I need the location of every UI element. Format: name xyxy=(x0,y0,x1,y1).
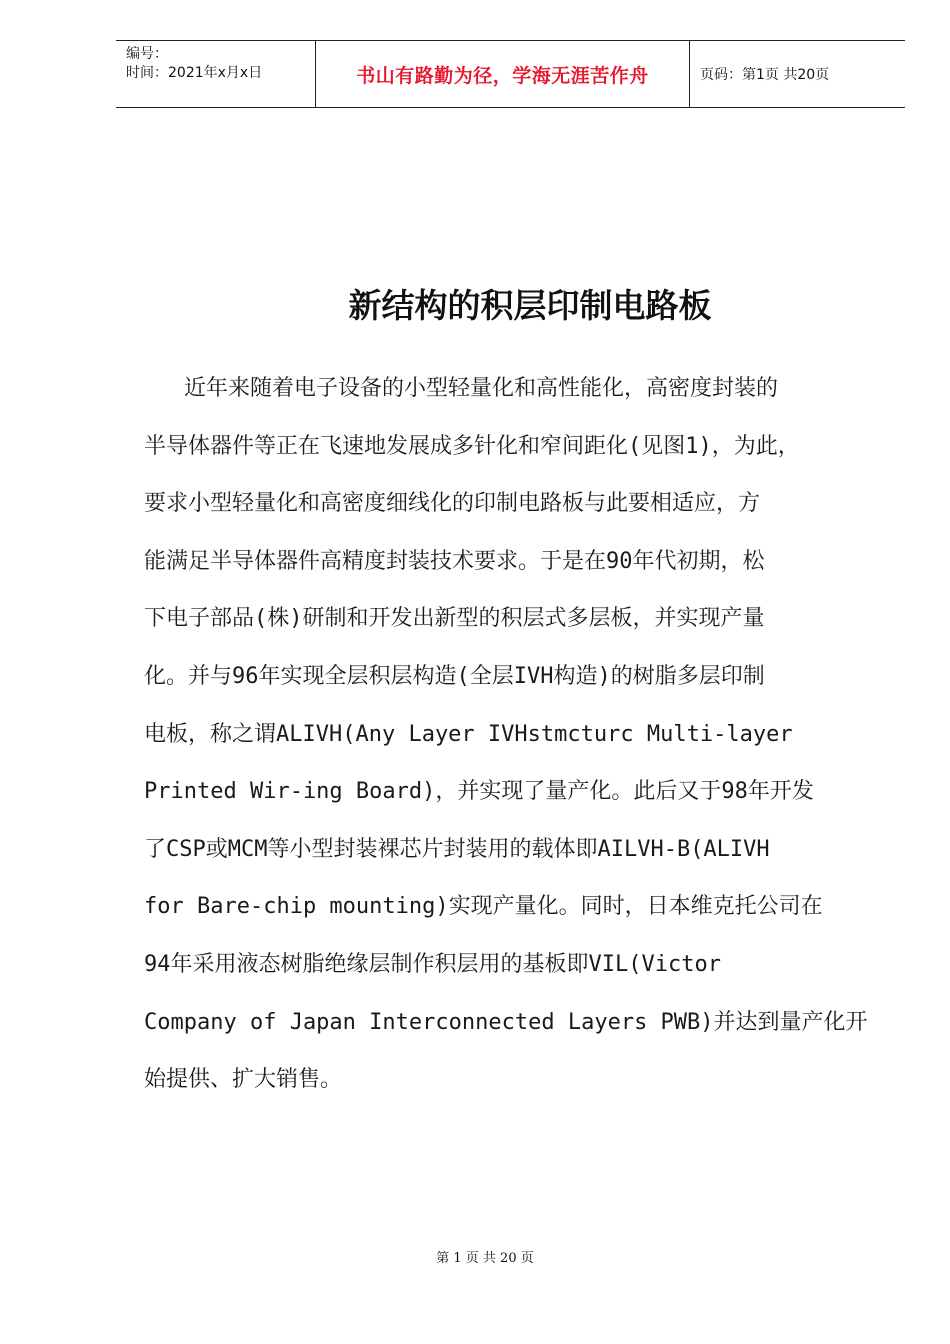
paragraph-line: 电板，称之谓ALIVH(Any Layer IVHstmcturc Multi-layer xyxy=(144,721,793,747)
paragraph-line: 始提供、扩大销售。 xyxy=(144,1067,343,1093)
paragraph-line: 化。并与96年实现全层积层构造(全层IVH构造)的树脂多层印制 xyxy=(144,663,765,689)
paragraph-line: 要求小型轻量化和高密度细线化的印制电路板与此要相适应，方 xyxy=(144,491,761,517)
header-motto-cell xyxy=(316,41,690,107)
serial-number-label: 编号： xyxy=(126,46,168,62)
paragraph-line: 94年采用液态树脂绝缘层制作积层用的基板即VIL(Victor xyxy=(144,951,721,977)
paragraph-line: 下电子部品(株)研制和开发出新型的积层式多层板，并实现产量 xyxy=(144,606,765,632)
page-footer: 第 1 页 共 20 页 xyxy=(436,1251,534,1266)
header-page-cell xyxy=(690,41,905,107)
body-paragraph xyxy=(144,360,884,1109)
paragraph-line: Printed Wir-ing Board)，并实现了量产化。此后又于98年开发 xyxy=(144,779,814,805)
paragraph-line: for Bare-chip mounting)实现产量化。同时，日本维克托公司在 xyxy=(144,894,823,920)
paragraph-line: 了CSP或MCM等小型封装裸芯片封装用的载体即AILVH-B(ALIVH xyxy=(144,836,770,862)
paragraph-line: 能满足半导体器件高精度封装技术要求。于是在90年代初期，松 xyxy=(144,548,765,574)
paragraph-line: 近年来随着电子设备的小型轻量化和高性能化，高密度封装的 xyxy=(184,376,779,401)
date-label: 时间：2021年x月x日 xyxy=(126,65,263,81)
paragraph-line: 半导体器件等正在飞速地发展成多针化和窄间距化(见图1)，为此， xyxy=(144,433,800,459)
page-code-text: 页码：第1页 共20页 xyxy=(700,67,830,83)
motto-text: 书山有路勤为径，学海无涯苦作舟 xyxy=(356,64,649,87)
header-meta-cell xyxy=(116,41,316,107)
header-table xyxy=(116,40,905,108)
paragraph-line: Company of Japan Interconnected Layers PWB)并达到量产化开 xyxy=(144,1009,868,1035)
document-title: 新结构的积层印制电路板 xyxy=(348,286,712,325)
